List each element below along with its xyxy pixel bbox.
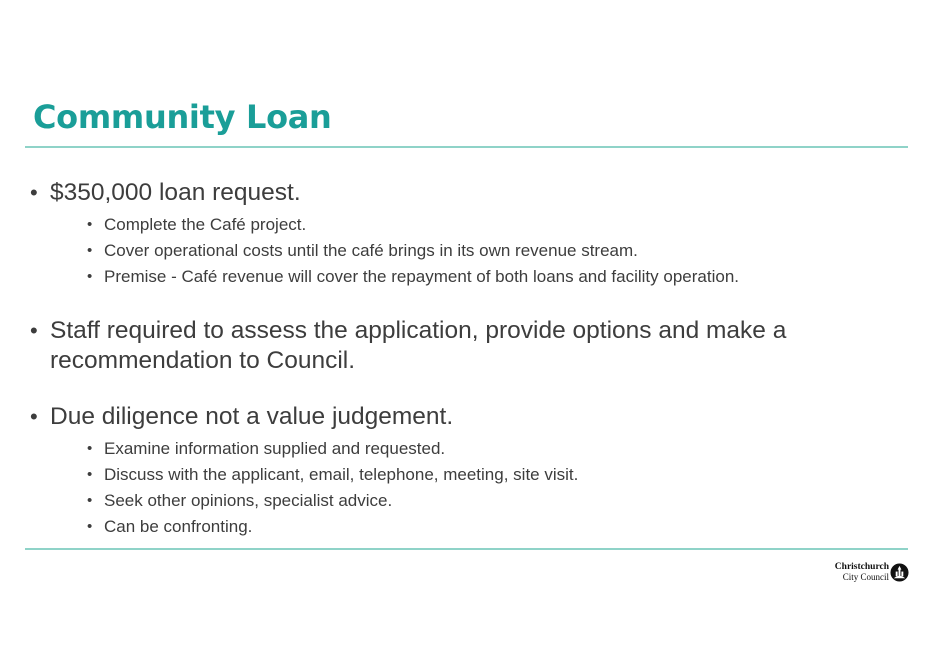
- bullet-text: Staff required to assess the application, provide options and make a recommendation to Council.: [50, 317, 787, 374]
- sub-bullet-item: • Cover operational costs until the café brings in its own revenue stream.: [50, 238, 890, 264]
- sub-bullet-item: • Complete the Café project.: [50, 212, 890, 238]
- sub-bullet-item: • Can be confronting.: [50, 514, 890, 540]
- christchurch-cathedral-icon: [890, 563, 909, 582]
- bullet-item: [30, 402, 890, 540]
- title-divider: [25, 146, 908, 148]
- sub-bullet-item: • Examine information supplied and requested.: [50, 436, 890, 462]
- bullet-item: [30, 316, 890, 376]
- logo-wordmark: Christchurch City Council: [834, 562, 889, 582]
- sub-bullet-item: • Premise - Café revenue will cover the repayment of both loans and facility operation.: [50, 264, 890, 290]
- bullet-text: $350,000 loan request.: [50, 179, 301, 206]
- bullet-item: [30, 178, 890, 290]
- slide-title: Community Loan: [33, 98, 332, 136]
- footer-divider: [25, 548, 908, 550]
- sub-bullet-list: [50, 436, 890, 540]
- christchurch-city-council-logo: [831, 562, 911, 584]
- sub-bullet-item: • Discuss with the applicant, email, telephone, meeting, site visit.: [50, 462, 890, 488]
- sub-bullet-list: [50, 212, 890, 290]
- bullet-list: [30, 178, 890, 540]
- bullet-text: Due diligence not a value judgement.: [50, 403, 454, 430]
- sub-bullet-item: • Seek other opinions, specialist advice.: [50, 488, 890, 514]
